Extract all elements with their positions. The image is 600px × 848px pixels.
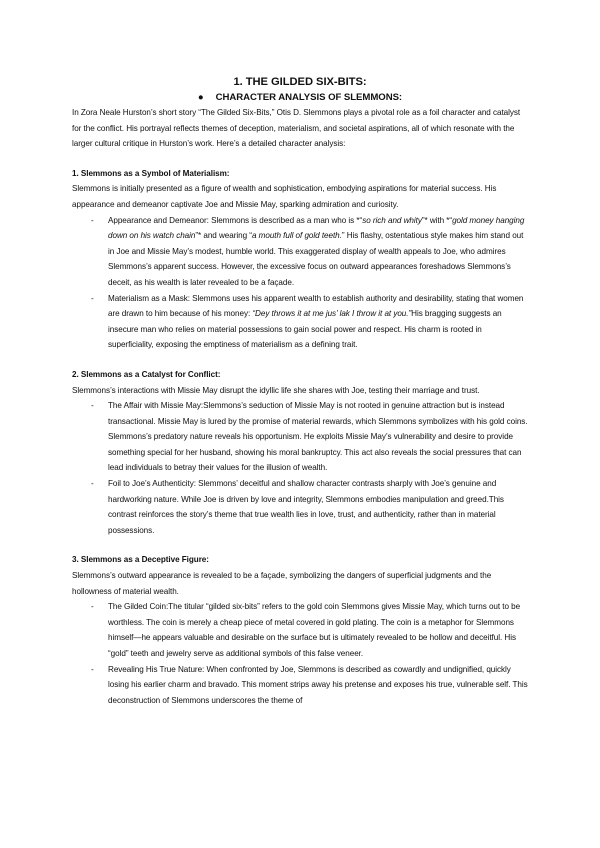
- section-intro: Slemmons’s interactions with Missie May disrupt the idyllic life she shares with Joe, testing their marriage and trust.: [72, 385, 480, 395]
- item-text: ”* with *“: [421, 215, 453, 225]
- dash-bullet-icon: -: [91, 401, 94, 411]
- subtitle-text: CHARACTER ANALYSIS OF SLEMMONS:: [215, 92, 403, 103]
- item-text: The Gilded Coin:The titular “gilded six-bits” refers to the gold coin Slemmons gives Missie May, which turns out to be worthless. The coin is merely a cheap piece of metal covered in gold plating. The coin is a metaphor for Slemmons himself—he appears valuable and desirable on the surface but is ultimately revealed to be hollow and deceitful. His “gold” teeth and jewelry serve as additional symbols of this false veneer.: [108, 602, 521, 658]
- item-text: His bragging suggests an insecure man who relies on material possessions to gain social power and respect. His charm is rooted in superficiality, exposing the emptiness of materialism as a defining trait.: [108, 309, 502, 350]
- dash-bullet-icon: -: [91, 479, 94, 489]
- list-item: [72, 662, 528, 709]
- section-heading: 2. Slemmons as a Catalyst for Conflict:: [72, 369, 221, 379]
- section-intro: Slemmons’s outward appearance is revealed to be a façade, symbolizing the dangers of superficial judgments and the hollowness of material wealth.: [72, 571, 492, 596]
- quote-text: “Dey throws it at me jus’ lak I throw it at you.”: [252, 309, 412, 319]
- section-list: [72, 398, 528, 538]
- bullet-icon: ●: [197, 92, 204, 103]
- dash-bullet-icon: -: [91, 215, 94, 225]
- sections-container: [72, 166, 528, 709]
- dash-bullet-icon: -: [91, 602, 94, 612]
- item-text: Appearance and Demeanor: Slemmons is described as a man who is *“: [108, 215, 363, 225]
- list-item: [72, 599, 528, 661]
- intro-paragraph: In Zora Neale Hurston’s short story “The Gilded Six-Bits,” Otis D. Slemmons plays a pivotal role as a foil character and catalyst for the conflict. His portrayal reflects themes of deception, materialism, and societal aspirations, all of which resonate with the larger cultural critique in Hurston’s work. Here’s a detailed character analysis:: [72, 108, 521, 149]
- dash-bullet-icon: -: [91, 664, 94, 674]
- item-text: ”* and wearing “: [195, 231, 252, 241]
- section-list: [72, 599, 528, 708]
- quote-text: gold money hanging down on his watch chain: [108, 215, 525, 241]
- section-list: [72, 213, 528, 353]
- quote-text: a mouth full of gold teeth.: [251, 231, 342, 241]
- item-text: The Affair with Missie May:Slemmons’s seduction of Missie May is not rooted in genuine attraction but is instead transactional. Missie May is lured by the promise of material rewards, which Slemmons symbolizes with his gold coins. Slemmons’s predatory nature reveals his opportunism. He exploits Missie May’s vulnerability and desire to provide something special for her husband, showing his moral bankruptcy. This act also reveals the social pressures that can lead individuals to betray their values for the illusion of wealth.: [108, 401, 528, 473]
- list-item: [72, 398, 528, 476]
- section-intro: Slemmons is initially presented as a figure of wealth and sophistication, embodying aspirations for material success. His appearance and demeanor captivate Joe and Missie May, sparking admiration and curiosity.: [72, 184, 497, 209]
- item-text: ” His flashy, ostentatious style makes him stand out in Joe and Missie May’s modest, humble world. This exaggerated display of wealth appeals to Joe, who admires Slemmons’s apparent success. However, the excessive focus on outward appearances foreshadows Slemmons’s deceit, as his wealth is later revealed to be a façade.: [108, 231, 524, 287]
- item-text: Revealing His True Nature: When confronted by Joe, Slemmons is described as cowardly and undignified, quickly losing his earlier charm and bravado. This moment strips away his pretense and exposes his true, vulnerable self. This deconstruction of Slemmons underscores the theme of: [108, 664, 528, 705]
- quote-text: so rich and whity: [362, 215, 422, 225]
- list-item: [72, 291, 528, 353]
- item-text: Materialism as a Mask: Slemmons uses his apparent wealth to establish authority and desirability, stating that women are drawn to him because of his money:: [108, 293, 524, 319]
- section-heading: 3. Slemmons as a Deceptive Figure:: [72, 555, 209, 565]
- list-item: [72, 476, 528, 538]
- section-heading: 1. Slemmons as a Symbol of Materialism:: [72, 168, 230, 178]
- page-title: 1. THE GILDED SIX-BITS:: [233, 76, 367, 88]
- subtitle: [72, 90, 528, 105]
- dash-bullet-icon: -: [91, 293, 94, 303]
- item-text: Foil to Joe’s Authenticity: Slemmons’ deceitful and shallow character contrasts sharply with Joe’s genuine and hardworking nature. While Joe is driven by love and integrity, Slemmons embodies manipulation and greed.This contrast reinforces the story’s theme that true wealth lies in love, trust, and authenticity, rather than in material possessions.: [108, 479, 504, 535]
- list-item: [72, 213, 528, 291]
